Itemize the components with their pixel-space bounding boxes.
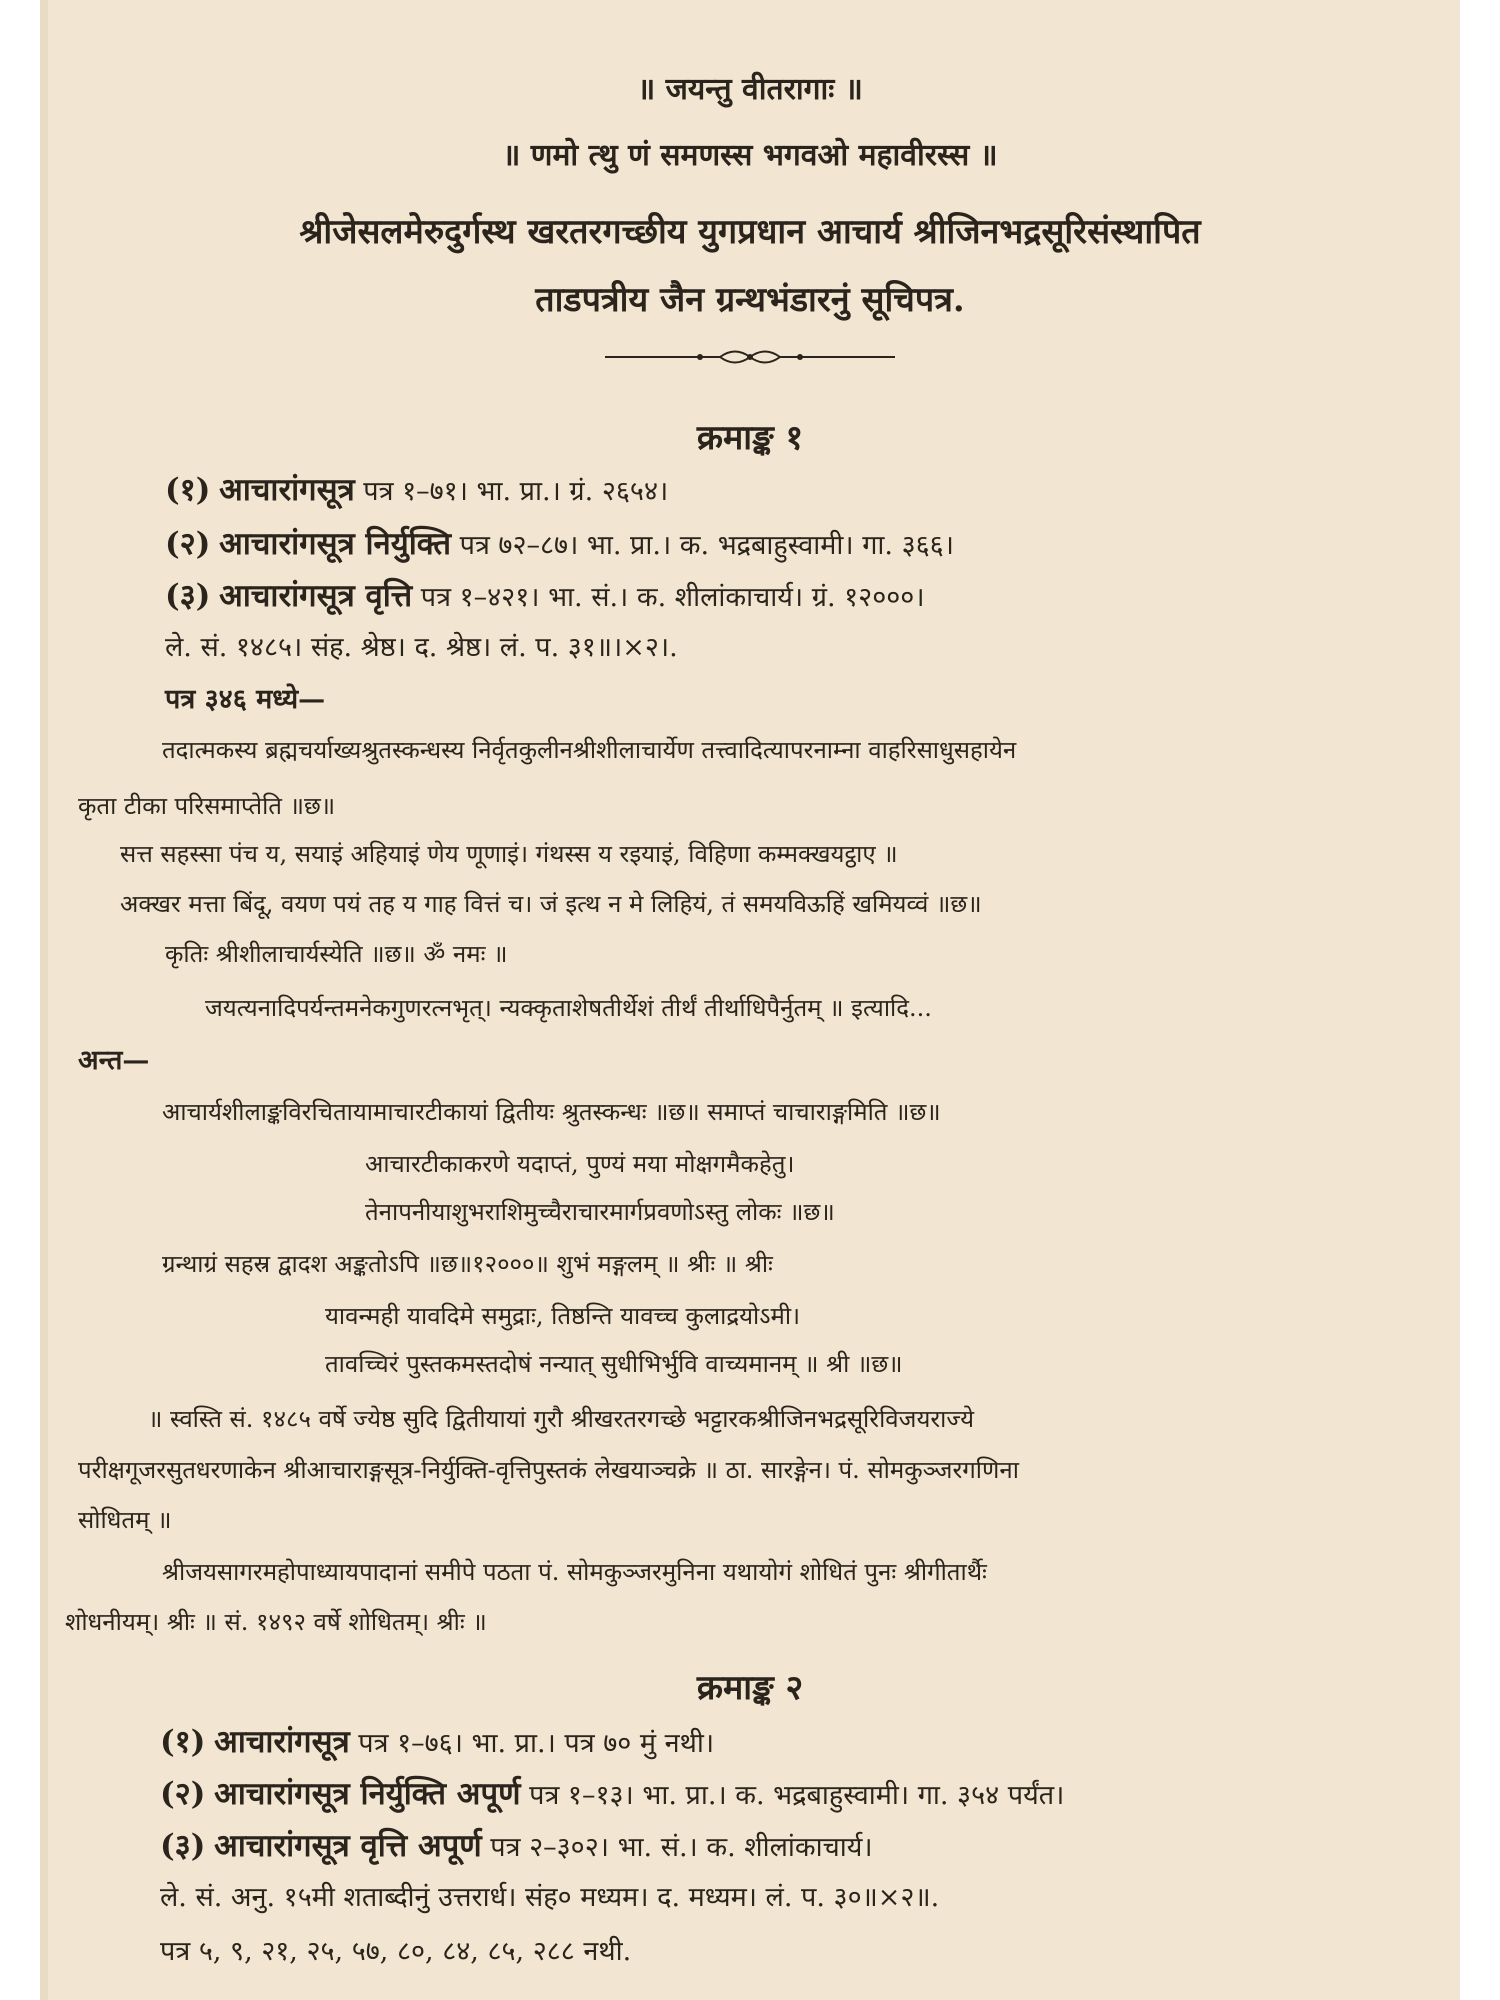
paragraph-1-line-1: तदात्मकस्य ब्रह्मचर्याख्यश्रुतस्कन्धस्य निर्वृतकुलीनश्रीशीलाचार्येण तत्त्वादित्यापरनाम्ना वाहरिसाधुसहायेन bbox=[162, 736, 1017, 764]
item-number: (१) bbox=[160, 1724, 206, 1760]
ornament-divider-icon bbox=[600, 346, 900, 368]
section-2-heading: क्रमाङ्क २ bbox=[696, 1668, 804, 1708]
title-line-1: श्रीजेसलमेरुदुर्गस्थ खरतरगच्छीय युगप्रधान आचार्य श्रीजिनभद्रसूरिसंस्थापित bbox=[299, 212, 1201, 252]
invocation-line-2: ॥ णमो त्थु णं समणस्स भगवओ महावीरस्स ॥ bbox=[502, 138, 998, 173]
item-title: आचारांगसूत्र bbox=[219, 472, 355, 508]
ant-line-5: यावन्मही यावदिमे समुद्राः, तिष्ठन्ति यावच्च कुलाद्रयोऽमी। bbox=[325, 1302, 801, 1330]
invocation-line-1: ॥ जयन्तु वीतरागाः ॥ bbox=[637, 72, 863, 107]
ant-line-4: ग्रन्थाग्रं सहस्र द्वादश अङ्कतोऽपि ॥छ॥१२०००॥ शुभं मङ्गलम् ॥ श्रीः ॥ श्रीः bbox=[162, 1250, 773, 1278]
item-details: पत्र २–३०२। भा. सं.। क. शीलांकाचार्य। bbox=[490, 1832, 873, 1863]
item-details: पत्र ७२–८७। भा. प्रा.। क. भद्रबाहुस्वामी। गा. ३६६। bbox=[459, 530, 954, 561]
paragraph-1-line-2: कृता टीका परिसमाप्तेति ॥छ॥ bbox=[78, 792, 336, 820]
section-1-item-1 bbox=[165, 472, 668, 509]
item-number: (१) bbox=[165, 472, 211, 508]
verse-2: अक्खर मत्ता बिंदू, वयण पयं तह य गाह वित्तं च। जं इत्थ न मे लिहियं, तं समयविऊहिं खमियव्वं ॥छ॥ bbox=[120, 890, 982, 918]
item-title: आचारांगसूत्र निर्युक्ति अपूर्ण bbox=[214, 1776, 521, 1812]
item-number: (३) bbox=[165, 578, 211, 614]
item-title: आचारांगसूत्र वृत्ति अपूर्ण bbox=[214, 1828, 482, 1864]
ant-heading: अन्त— bbox=[78, 1045, 150, 1076]
section-1-item-2 bbox=[165, 526, 954, 563]
title-line-2: ताडपत्रीय जैन ग्रन्थभंडारनुं सूचिपत्र. bbox=[535, 280, 965, 320]
item-number: (२) bbox=[160, 1776, 206, 1812]
item-details: पत्र १–१३। भा. प्रा.। क. भद्रबाहुस्वामी। गा. ३५४ पर्यंत। bbox=[529, 1780, 1065, 1811]
ant-line-3: तेनापनीयाशुभराशिमुच्चैराचारमार्गप्रवणोऽस्तु लोकः ॥छ॥ bbox=[365, 1198, 835, 1226]
ant-line-1: आचार्यशीलाङ्कविरचितायामाचारटीकायां द्वितीयः श्रुतस्कन्धः ॥छ॥ समाप्तं चाचाराङ्गमिति ॥छ॥ bbox=[162, 1098, 941, 1126]
section-2-item-2 bbox=[160, 1776, 1064, 1813]
item-number: (३) bbox=[160, 1828, 206, 1864]
item-details: पत्र १–७६। भा. प्रा.। पत्र ७० मुं नथी। bbox=[358, 1728, 715, 1759]
ant-line-2: आचारटीकाकरणे यदाप्तं, पुण्यं मया मोक्षगमैकहेतु। bbox=[365, 1150, 795, 1178]
item-details: पत्र १–४२१। भा. सं.। क. शीलांकाचार्य। ग्रं. १२०००। bbox=[420, 582, 925, 613]
section-1-meta: ले. सं. १४८५। संह. श्रेष्ठ। द. श्रेष्ठ। लं. प. ३१॥।×२।. bbox=[165, 632, 678, 663]
section-2-item-3 bbox=[160, 1828, 873, 1865]
colophon-line-4: श्रीजयसागरमहोपाध्यायपादानां समीपे पठता पं. सोमकुञ्जरमुनिना यथायोगं शोधितं पुनः श्रीगीतार्थैः bbox=[162, 1558, 987, 1586]
patra-heading: पत्र ३४६ मध्ये— bbox=[165, 684, 326, 715]
colophon-line-3: सोधितम् ॥ bbox=[78, 1506, 172, 1534]
item-details: पत्र १–७१। भा. प्रा.। ग्रं. २६५४। bbox=[363, 476, 669, 507]
item-number: (२) bbox=[165, 526, 211, 562]
item-title: आचारांगसूत्र निर्युक्ति bbox=[219, 526, 452, 562]
kriti-line: कृतिः श्रीशीलाचार्यस्येति ॥छ॥ ॐ नमः ॥ bbox=[165, 940, 508, 968]
ant-line-6: तावच्चिरं पुस्तकमस्तदोषं नन्यात् सुधीभिर्भुवि वाच्यमानम् ॥ श्री ॥छ॥ bbox=[325, 1350, 903, 1378]
colophon-line-2: परीक्षगूजरसुतधरणाकेन श्रीआचाराङ्गसूत्र-निर्युक्ति-वृत्तिपुस्तकं लेखयाञ्चक्रे ॥ ठा. सारङ्गेन। पं. सोमकुञ्जरगणिना bbox=[78, 1456, 1019, 1484]
jayati-line: जयत्यनादिपर्यन्तमनेकगुणरत्नभृत्। न्यक्कृताशेषतीर्थेशं तीर्थं तीर्थाधिपैर्नुतम् ॥ इत्यादि... bbox=[205, 994, 932, 1022]
colophon-line-5: शोधनीयम्। श्रीः ॥ सं. १४९२ वर्षे शोधितम्। श्रीः ॥ bbox=[65, 1608, 487, 1636]
item-title: आचारांगसूत्र वृत्ति bbox=[219, 578, 413, 614]
section-1-item-3 bbox=[165, 578, 925, 615]
section-1-heading: क्रमाङ्क १ bbox=[696, 418, 804, 458]
section-2-item-1 bbox=[160, 1724, 714, 1761]
item-title: आचारांगसूत्र bbox=[214, 1724, 350, 1760]
section-2-meta: ले. सं. अनु. १५मी शताब्दीनुं उत्तरार्ध। संह० मध्यम। द. मध्यम। लं. प. ३०॥×२॥. bbox=[160, 1882, 940, 1913]
section-2-missing-pages: पत्र ५, ९, २१, २५, ५७, ८०, ८४, ८५, २८८ नथी. bbox=[160, 1936, 632, 1967]
colophon-line-1: ॥ स्वस्ति सं. १४८५ वर्षे ज्येष्ठ सुदि द्वितीयायां गुरौ श्रीखरतरगच्छे भट्टारकश्रीजिनभद्रसूरिविजयराज्ये bbox=[148, 1405, 975, 1433]
verse-1: सत्त सहस्सा पंच य, सयाइं अहियाइं णेय णूणाइं। गंथस्स य रइयाइं, विहिणा कम्मक्खयट्ठाए ॥ bbox=[120, 840, 898, 868]
